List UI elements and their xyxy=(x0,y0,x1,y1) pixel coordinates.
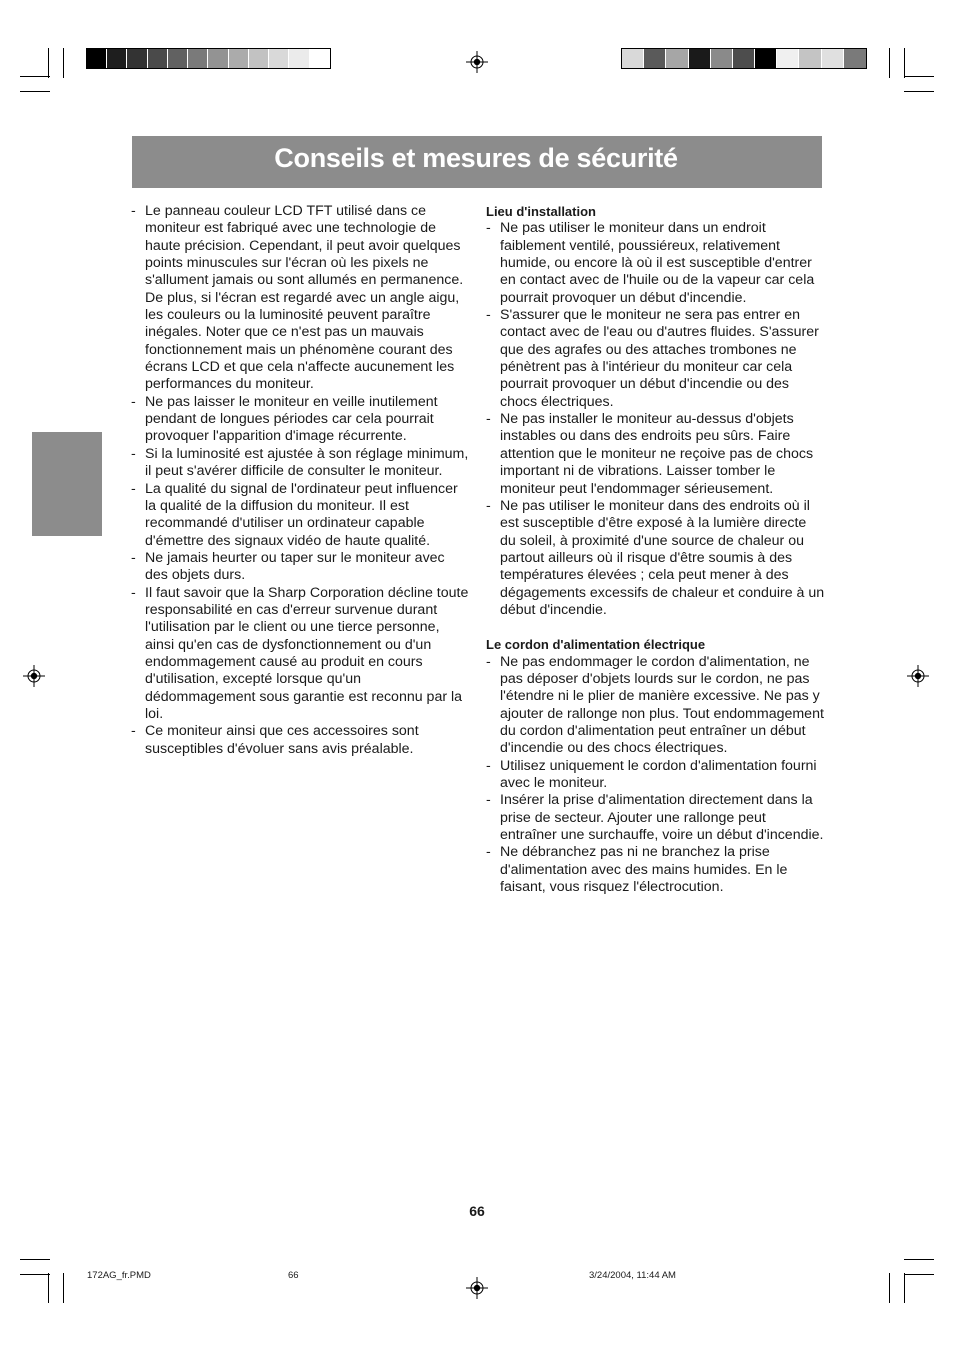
crop-mark xyxy=(904,76,934,77)
color-swatch xyxy=(799,49,821,68)
list-item: - La qualité du signal de l'ordinateur peut influencer la qualité de la diffusion du moniteur. Il est recommandé d'utiliser un ordinateur capable d'émettre des signaux vidéo de haute qualité. xyxy=(131,481,471,550)
color-bar-left xyxy=(86,48,331,69)
list-item: - S'assurer que le moniteur ne sera pas entrer en contact avec de l'eau ou d'autres fluides. S'assurer que des agrafes ou des attaches trombones ne pénètrent pas à l'intérieur du moniteur car cela pourrait provoquer un début d'incendie ou des chocs électriques. xyxy=(486,307,826,411)
list-item: - Insérer la prise d'alimentation directement dans la prise de secteur. Ajouter une rallonge peut entraîner une surchauffe, voire un début d'incendie. xyxy=(486,792,826,844)
color-swatch xyxy=(644,49,666,68)
list-item: - Ne débranchez pas ni ne branchez la prise d'alimentation avec des mains humides. En le faisant, vous risquez l'électrocution. xyxy=(486,844,826,896)
crop-mark xyxy=(889,48,890,78)
registration-target-icon xyxy=(466,1277,488,1299)
crop-mark xyxy=(48,48,49,78)
color-swatch xyxy=(249,49,269,68)
color-swatch xyxy=(310,49,330,68)
crop-mark xyxy=(904,1259,934,1260)
page-number: 66 xyxy=(469,1203,485,1219)
list-item: - Si la luminosité est ajustée à son réglage minimum, il peut s'avérer difficile de consulter le moniteur. xyxy=(131,446,471,481)
color-swatch xyxy=(711,49,733,68)
color-swatch xyxy=(148,49,168,68)
list-item: - Ne pas endommager le cordon d'alimentation, ne pas déposer d'objets lourds sur le cordon, ne pas l'étendre ni le plier de manière excessive. Ne pas y ajouter de rallonge non plus. Tout endommagement du cordon d'alimentation peut entraîner un début d'incendie ou des chocs électriques. xyxy=(486,654,826,758)
crop-mark xyxy=(904,48,905,78)
color-swatch xyxy=(733,49,755,68)
list-item: - Ne pas utiliser le moniteur dans des endroits où il est susceptible d'être exposé à la lumière directe du soleil, à proximité d'une source de chaleur ou partout ailleurs où il risque d'être soumis à des températures élevées ; cela peut mener à des dégagements excessifs de chaleur et conduire à un début d'incendie. xyxy=(486,498,826,619)
crop-mark xyxy=(63,1273,64,1303)
list-item: - Il faut savoir que la Sharp Corporation décline toute responsabilité en cas d'erreur survenue durant l'utilisation par le client ou une tierce personne, ainsi qu'en cas de dysfonctionnement ou d'un endommagement causé au produit en cours d'utilisation, excepté lorsque qu'un dédommagement sous garantie est reconnu par la loi. xyxy=(131,585,471,724)
color-swatch xyxy=(208,49,228,68)
list-item: - Ce moniteur ainsi que ces accessoires sont susceptibles d'évoluer sans avis préalable. xyxy=(131,723,471,758)
crop-mark xyxy=(904,1274,934,1275)
crop-mark xyxy=(20,76,50,77)
color-swatch xyxy=(689,49,711,68)
footer-page: 66 xyxy=(288,1270,299,1281)
crop-mark xyxy=(889,1273,890,1303)
crop-mark xyxy=(20,1274,50,1275)
color-swatch xyxy=(289,49,309,68)
crop-mark xyxy=(63,48,64,78)
color-swatch xyxy=(777,49,799,68)
crop-mark xyxy=(20,1259,50,1260)
list-item: - Ne pas laisser le moniteur en veille inutilement pendant de longues périodes car cela pourrait provoquer l'apparition d'image récurrente. xyxy=(131,394,471,446)
list-item: - Le panneau couleur LCD TFT utilisé dans ce moniteur est fabriqué avec une technologie de haute précision. Cependant, il peut avoir quelques points minuscules sur l'écran où les pixels ne s'allument jamais ou sont allumés en permanence. De plus, si l'écran est regardé avec un angle aigu, les couleurs ou la luminosité peuvent paraître inégales. Noter que ce n'est pas un mauvais fonctionnement mais un phénomène courant des écrans LCD et que cela n'affecte aucunement les performances du moniteur. xyxy=(131,203,471,394)
left-column xyxy=(131,203,471,758)
color-swatch xyxy=(107,49,127,68)
color-swatch xyxy=(844,49,866,68)
color-swatch xyxy=(822,49,844,68)
registration-target-icon xyxy=(466,51,488,73)
list-item: - Ne pas utiliser le moniteur dans un endroit faiblement ventilé, poussiéreux, relativement humide, ou encore là où il est susceptible d'entrer en contact avec de l'huile ou de la vapeur car cela pourrait provoquer un début d'incendie. xyxy=(486,220,826,307)
language-side-tab xyxy=(32,432,102,536)
footer-timestamp: 3/24/2004, 11:44 AM xyxy=(589,1270,676,1281)
crop-mark xyxy=(904,91,934,92)
footer-file-name: 172AG_fr.PMD xyxy=(87,1270,151,1281)
color-swatch xyxy=(127,49,147,68)
list-item: - Ne jamais heurter ou taper sur le moniteur avec des objets durs. xyxy=(131,550,471,585)
list-item: - Utilisez uniquement le cordon d'alimentation fourni avec le moniteur. xyxy=(486,758,826,793)
list-item: - Ne pas installer le moniteur au-dessus d'objets instables ou dans des endroits peu sûrs. Faire attention que le moniteur ne reçoive pas de chocs important ni de vibrations. Laisser tomber le moniteur peut l'endommager sérieusement. xyxy=(486,411,826,498)
color-swatch xyxy=(168,49,188,68)
color-bar-right xyxy=(621,48,867,69)
registration-target-icon xyxy=(23,665,45,687)
crop-mark xyxy=(48,1273,49,1303)
registration-target-icon xyxy=(907,665,929,687)
color-swatch xyxy=(755,49,777,68)
section-heading-power-cord: Le cordon d'alimentation électrique xyxy=(486,637,706,653)
section-heading-installation: Lieu d'installation xyxy=(486,204,596,219)
color-swatch xyxy=(229,49,249,68)
color-swatch xyxy=(188,49,208,68)
crop-mark xyxy=(20,91,50,92)
crop-mark xyxy=(904,1273,905,1303)
color-swatch xyxy=(87,49,107,68)
right-column xyxy=(486,203,826,896)
color-swatch xyxy=(622,49,644,68)
color-swatch xyxy=(666,49,688,68)
page-title: Conseils et mesures de sécurité xyxy=(274,143,678,173)
color-swatch xyxy=(269,49,289,68)
